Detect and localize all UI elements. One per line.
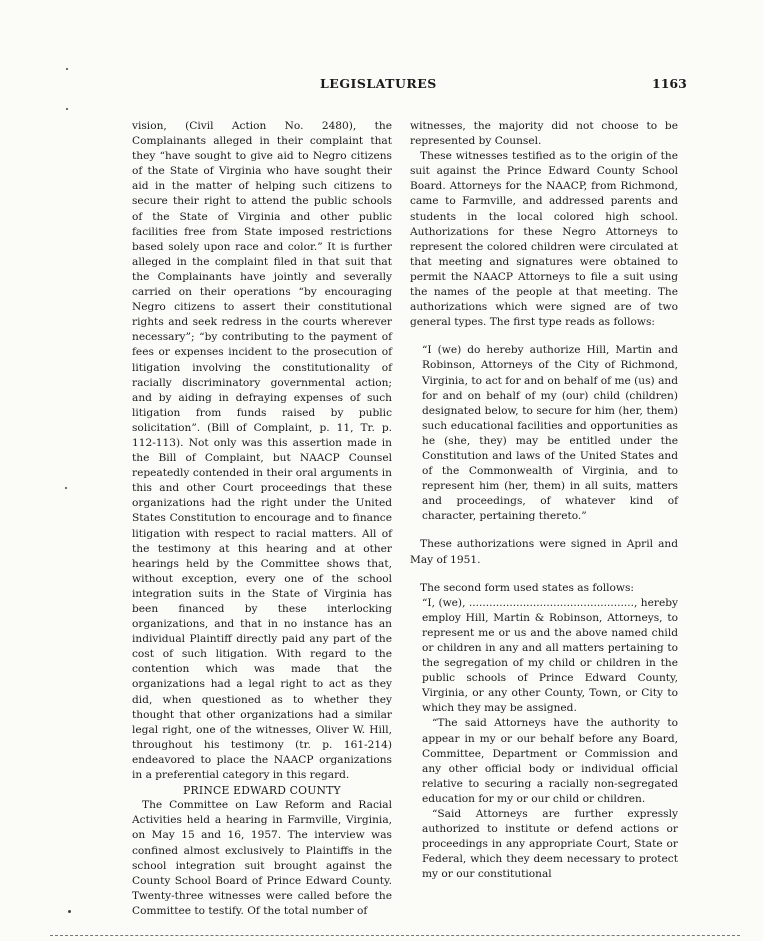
paragraph: The second form used states as follows: [420,581,634,594]
scan-edge-line [50,935,740,937]
scan-speck [68,910,71,913]
scan-speck [66,108,68,110]
right-column [410,119,678,883]
running-head: LEGISLATURES [320,76,437,91]
paragraph: witnesses, the majority did not choose to be represented by Counsel. [410,120,678,148]
paragraph: vision, (Civil Action No. 2480), the Complainants alleged in their complaint that they “have sought to give aid to Negro citizens of the State of Virginia who have sought their aid in the matter of helping such citizens to secure their right to attend the public schools of the State of Virginia and other public facilities free from State imposed restrictions based solely upon race and color.” It is further alleged in the complaint filed in that suit that the Complainants have jointly and severally carried on their operations “by encouraging Negro citizens to assert their constitutional rights and seek redress in the courts wherever necessary”; “by contributing to the payment of fees or expenses incident to the prosecution of litigation involving the constitutionality of racially discriminatory governmental action; and by aiding in defraying expenses of such litigation from funds raised by public solicitation”. (Bill of Complaint, p. 11, Tr. p. 112-113). Not only was this assertion made in the Bill of Complaint, but NAACP Counsel repeatedly contended in their oral arguments in this and other Court proceedings that these organizations had the right under the United States Constitution to encourage and to finance litigation with respect to racial matters. All of the testimony at this hearing and at other hearings held by the Committee shows that, without exception, every one of the school integration suits in the State of Virginia has been financed by these interlocking organizations, and that in no instance has an individual Plaintiff directly paid any part of the cost of such litigation. With regard to the contention which was made that the organizations had a legal right to act as they did, when questioned as to whether they thought that other organizations had a similar legal right, one of the witnesses, Oliver W. Hill, throughout his testimony (tr. p. 161-214) endeavored to place the NAACP organizations in a preferential category in this regard. [132,120,392,782]
paragraph: These authorizations were signed in April and May of 1951. [410,538,678,566]
section-heading: PRINCE EDWARD COUNTY [183,784,341,798]
quote-text: “Said Attorneys are further expressly authorized to institute or defend actions or proceedings in any appropriate Court, State or Federal, which they deem necessary to protect my or our constitutional [422,808,678,881]
scan-speck [65,487,67,489]
page-number: 1163 [652,76,687,91]
paragraph: The Committee on Law Reform and Racial Activities held a hearing in Farmville, Virginia, on May 15 and 16, 1957. The interview was confined almost exclusively to Plaintiffs in the school integration suit brought against the County School Board of Prince Edward County. Twenty-three witnesses were called before the Committee to testify. Of the total number of [132,799,392,917]
quote-text: “I, (we), ................................................., hereby employ Hill, Martin & Robinson, Attorneys, to represent me or us and the above named child or children in any and all matters pertaining to the segregation of my child or children in the public schools of Prince Edward County, Virginia, or any other County, Town, or City to which they may be assigned. [422,596,678,715]
block-quote [422,343,678,524]
block-quote [422,596,678,883]
left-column [132,119,392,919]
quote-text: “The said Attorneys have the authority to appear in my or our behalf before any Board, Committee, Department or Commission and any other official body or individual official relative to securing a racially non-segregated education for my or our child or children. [422,717,678,805]
paragraph: These witnesses testified as to the origin of the suit against the Prince Edward County School Board. Attorneys for the NAACP, from Richmond, came to Farmville, and addressed parents and students in the local colored high school. Authorizations for these Negro Attorneys to represent the colored children were circulated at that meeting and signatures were obtained to permit the NAACP Attorneys to file a suit using the names of the people at that meeting. The authorizations which were signed are of two general types. The first type reads as follows: [410,150,678,329]
quote-text: “I (we) do hereby authorize Hill, Martin and Robinson, Attorneys of the City of Richmond, Virginia, to act for and on behalf of me (us) and for and on behalf of my (our) child (children) designated below, to secure for him (her, them) such educational facilities and opportunities as he (she, they) may be entitled under the Constitution and laws of the United States and of the Commonwealth of Virginia, and to represent him (her, them) in all suits, matters and proceedings, of whatever kind of character, pertaining thereto.” [422,344,678,523]
scan-speck [66,68,68,70]
